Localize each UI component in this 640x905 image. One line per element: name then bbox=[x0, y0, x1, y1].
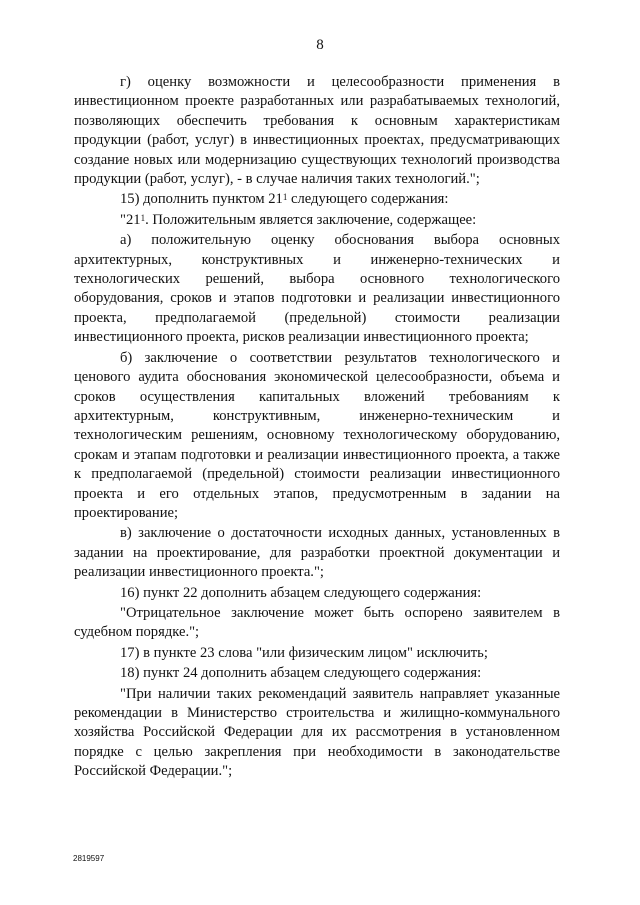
heading-21-1-after: . Положительным является заключение, содержащее: bbox=[145, 211, 477, 228]
paragraph-v-sufficiency-conclusion: в) заключение о достаточности исходных данных, установленных в задании на проектирование, для разработки проектной документации и реализации инвестиционного проекта."; bbox=[74, 525, 560, 581]
document-body bbox=[74, 73, 560, 782]
paragraph-recommendations: "При наличии таких рекомендаций заявитель направляет указанные рекомендации в Министерство строительства и жилищно-коммунального хозяйства Российской Федерации для их рассмотрения в установленном порядке с целью закрепления при необходимости в законодательстве Российской Федерации."; bbox=[74, 685, 560, 780]
paragraph-g-assessment: г) оценку возможности и целесообразности применения в инвестиционном проекте разработанных или разрабатываемых технологий, позволяющих обеспечить требования к основным характеристикам продукции (работ, услуг) в инвестиционных проектах, предусматривающих создание новых или модернизацию существующих технологий производства продукции (работ, услуг), - в случае наличия таких технологий."; bbox=[74, 74, 560, 188]
item-15-superscript: 1 bbox=[282, 192, 288, 203]
document-code: 2819597 bbox=[73, 854, 105, 863]
paragraph-item-15 bbox=[74, 190, 560, 209]
paragraph-a-positive-assessment: а) положительную оценку обоснования выбора основных архитектурных, конструктивных и инженерно-технических и технологических решений, выбора основного технологического оборудования, сроков и этапов подготовки и реализации инвестиционного проекта, предполагаемой (предельной) стоимости реализации инвестиционного проекта, рисков реализации инвестиционного проекта; bbox=[74, 232, 560, 346]
heading-21-1-before: "21 bbox=[120, 211, 141, 228]
heading-21-1-superscript: 1 bbox=[140, 212, 146, 223]
paragraph-b-audit-conclusion: б) заключение о соответствии результатов технологического и ценового аудита обоснования экономической целесообразности, объема и сроков осуществления капитальных вложений требованиям к архитектурным, конструктивным, инженерно-техническим и технологическим решениям, основному технологическому оборудованию, срокам и этапам подготовки и реализации инвестиционного проекта, а также к предполагаемой (предельной) стоимости реализации инвестиционного проекта и его отдельных этапов, предусмотренным в задании на проектирование; bbox=[74, 349, 560, 521]
paragraph-negative-conclusion: "Отрицательное заключение может быть оспорено заявителем в судебном порядке."; bbox=[74, 604, 560, 641]
paragraph-item-17: 17) в пункте 23 слова "или физическим лицом" исключить; bbox=[120, 644, 488, 661]
item-15-text-before: 15) дополнить пунктом 21 bbox=[120, 191, 283, 208]
paragraph-item-18: 18) пункт 24 дополнить абзацем следующего содержания: bbox=[120, 665, 482, 682]
paragraph-21-1-heading bbox=[74, 211, 560, 230]
page-number: 8 bbox=[316, 37, 324, 53]
paragraph-item-16: 16) пункт 22 дополнить абзацем следующего содержания: bbox=[120, 584, 482, 601]
item-15-text-after: следующего содержания: bbox=[287, 191, 449, 208]
